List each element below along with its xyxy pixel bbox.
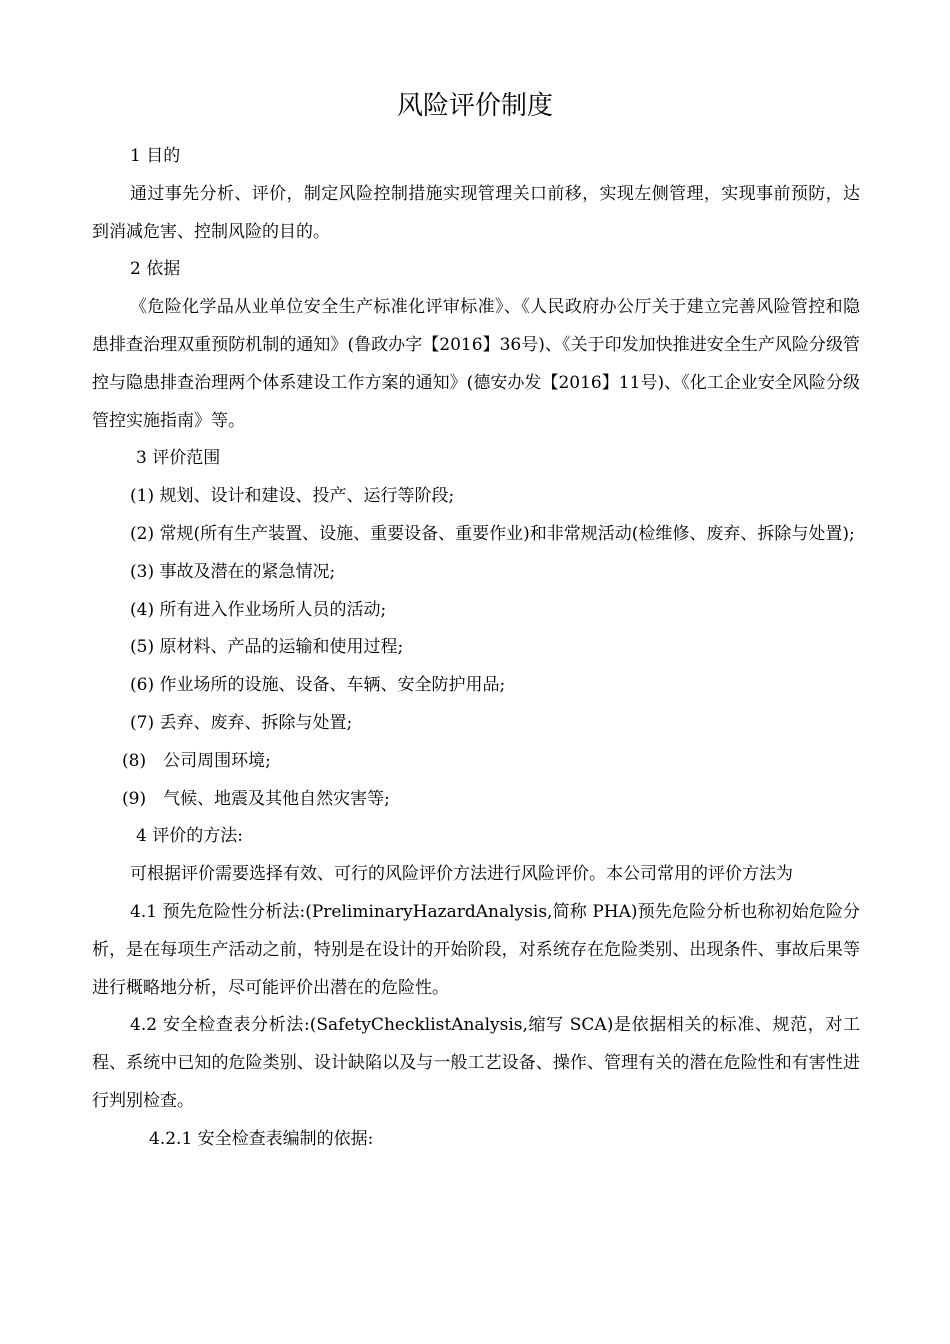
scope-item-1: (1) 规划、设计和建设、投产、运行等阶段; bbox=[130, 486, 455, 507]
section-4-2-1-heading: 4.2.1 安全检查表编制的依据: bbox=[149, 1128, 374, 1149]
scope-item-8: (8) 公司周围环境; bbox=[122, 750, 271, 771]
scope-item-6: (6) 作业场所的设施、设备、车辆、安全防护用品; bbox=[130, 675, 506, 696]
scope-item-4: (4) 所有进入作业场所人员的活动; bbox=[130, 599, 387, 620]
section-4-2-sca: 4.2 安全检查表分析法:(SafetyChecklistAnalysis,缩写 SCA)是依据相关的标准、规范，对工程、系统中已知的危险类别、设计缺陷以及与一般工艺设备、操作、管理有关的潜在危险性和有害性进行判别检查。 bbox=[92, 1015, 860, 1111]
scope-item-3: (3) 事故及潜在的紧急情况; bbox=[130, 561, 336, 582]
section-3-heading: 3 评价范围 bbox=[136, 448, 221, 469]
section-4-1-pha: 4.1 预先危险性分析法:(PreliminaryHazardAnalysis,简称 PHA)预先危险分析也称初始危险分析，是在每项生产活动之前，特别是在设计的开始阶段，对系统存在危险类别、出现条件、事故后果等进行概略地分析，尽可能评价出潜在的危险性。 bbox=[92, 901, 860, 998]
section-1-heading: 1 目的 bbox=[130, 146, 181, 166]
document-body bbox=[92, 138, 860, 1159]
section-4-heading: 4 评价的方法: bbox=[136, 826, 243, 847]
scope-item-5: (5) 原材料、产品的运输和使用过程; bbox=[130, 637, 404, 658]
section-4-intro: 可根据评价需要选择有效、可行的风险评价方法进行风险评价。本公司常用的评价方法为 bbox=[130, 864, 793, 885]
section-2-heading: 2 依据 bbox=[130, 259, 181, 280]
scope-item-2: (2) 常规(所有生产装置、设施、重要设备、重要作业)和非常规活动(检维修、废弃、拆除与处置); bbox=[130, 523, 855, 544]
section-1-body: 通过事先分析、评价，制定风险控制措施实现管理关口前移，实现左侧管理，实现事前预防，达到消减危害、控制风险的目的。 bbox=[92, 183, 860, 242]
document-title: 风险评价制度 bbox=[396, 91, 553, 121]
scope-item-9: (9) 气候、地震及其他自然灾害等; bbox=[122, 788, 390, 809]
section-2-body: 《危险化学品从业单位安全生产标准化评审标准》、《人民政府办公厅关于建立完善风险管控和隐患排查治理双重预防机制的通知》(鲁政办字【2016】36号)、《关于印发加快推进安全生产风险分级管控与隐患排查治理两个体系建设工作方案的通知》(德安办发【2016】11号)、《化工企业安全风险分级管控实施指南》等。 bbox=[92, 297, 860, 431]
scope-item-7: (7) 丢弃、废弃、拆除与处置; bbox=[130, 712, 353, 733]
